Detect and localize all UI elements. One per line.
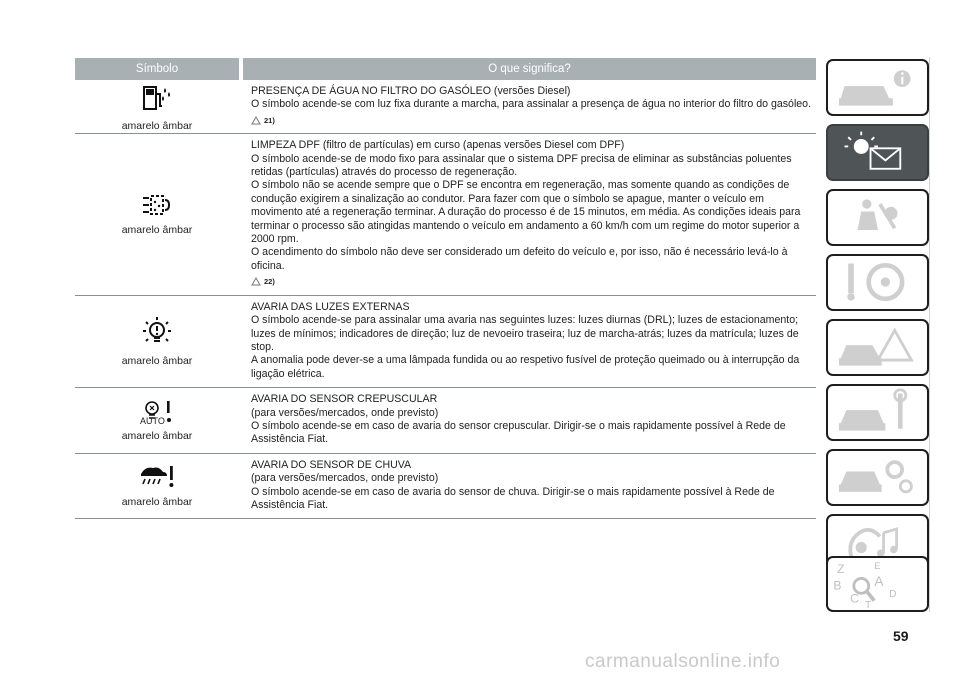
desc-text: (para versões/mercados, onde previsto): [251, 406, 439, 419]
tab-car-info[interactable]: [826, 59, 929, 116]
desc-title: AVARIA DO SENSOR CREPUSCULAR: [251, 393, 438, 406]
index-letter: T: [864, 600, 872, 610]
desc-text: O símbolo acende-se para assinalar uma avaria nas seguintes luzes: luzes diurnas (DRL); luzes de estacionamento; luzes de mínimos; indicadores de direção; luz de nevoeiro traseira; luz de marcha-atrás; luzes da matrícula; luzes de stop.: [251, 314, 799, 353]
symbol-cell: [75, 134, 239, 294]
symbol-cell: [75, 80, 239, 133]
table-row: [75, 296, 816, 388]
auto-label: AUTO: [140, 415, 165, 426]
symbol-cell: [75, 388, 239, 453]
tab-maintenance[interactable]: [826, 384, 929, 441]
car-gears-icon: [828, 451, 927, 504]
desc-text: O símbolo não se acende sempre que o DPF se encontra em regeneração, mas somente quando as condições de condução exigirem a sinalização ao condutor. Para fazer com que o símbolo se apague, manter o veículo em movimento até a regeneração terminar. A duração do processo é de 15 minutos, em média. As condições ideais para terminar o processo são atingidas mantendo o veículo em andamento a 60 km/h com um regime do motor superior a 2000 rpm.: [251, 179, 801, 246]
tab-index[interactable]: [826, 556, 929, 612]
index-letter: B: [833, 578, 842, 593]
desc-text: A anomalia pode dever-se a uma lâmpada fundida ou ao respetivo fusível de proteção queimado ou à interrupção da ligação elétrica.: [251, 354, 800, 380]
note-icon: [251, 116, 261, 125]
desc-title: AVARIA DAS LUZES EXTERNAS: [251, 300, 410, 313]
note-ref: [251, 275, 816, 288]
color-label: amarelo âmbar: [121, 355, 193, 368]
index-letter: Z: [837, 561, 845, 576]
water-in-diesel-icon: [139, 82, 175, 117]
table-row: [75, 388, 816, 454]
table-row: [75, 454, 816, 520]
desc-text: O símbolo acende-se com luz fixa durante a marcha, para assinalar a presença de água no interior do filtro do gasóleo.: [251, 98, 812, 111]
index-letter: A: [874, 572, 884, 589]
symbol-cell: [75, 296, 239, 387]
car-wrench-icon: [828, 386, 927, 439]
color-label: amarelo âmbar: [121, 224, 193, 237]
twilight-sensor-failure-icon: [137, 399, 177, 427]
emergency-car-icon: [828, 321, 927, 374]
tab-emergency[interactable]: [826, 319, 929, 376]
color-label: amarelo âmbar: [121, 496, 193, 509]
desc-text: O símbolo acende-se em caso de avaria do sensor de chuva. Dirigir-se o mais rapidamente possível à Rede de Assistência Fiat.: [251, 485, 775, 511]
header-symbol: Símbolo: [135, 63, 179, 75]
index-letter: C: [850, 591, 859, 606]
note-ref: [251, 114, 816, 127]
exterior-lights-failure-icon: [140, 315, 174, 352]
desc-text: O acendimento do símbolo não deve ser considerado um defeito do veículo e, por isso, não é necessário levá-lo à oficina.: [251, 246, 788, 272]
meaning-cell: [239, 296, 816, 387]
desc-text: (para versões/mercados, onde previsto): [251, 472, 439, 485]
car-info-icon: [828, 61, 927, 114]
tab-technical-data[interactable]: [826, 449, 929, 506]
table-row: [75, 134, 816, 295]
color-label: amarelo âmbar: [121, 429, 193, 442]
index-letter: D: [889, 589, 897, 600]
tab-safety[interactable]: [826, 189, 929, 246]
index-letters-icon: [828, 558, 927, 610]
tab-start-drive[interactable]: [826, 254, 929, 311]
desc-text: O símbolo acende-se de modo fixo para assinalar que o sistema DPF precisa de eliminar as substâncias poluentes retidas (partículas) através do processo de regeneração.: [251, 152, 792, 179]
safety-airbag-icon: [828, 191, 927, 244]
symbol-cell: [75, 454, 239, 519]
desc-title: AVARIA DO SENSOR DE CHUVA: [251, 458, 412, 471]
dpf-icon: [139, 192, 175, 221]
meaning-cell: [239, 134, 816, 294]
steering-wheel-key-icon: [828, 256, 927, 309]
note-icon: [251, 277, 261, 286]
desc-title: PRESENÇA DE ÁGUA NO FILTRO DO GASÓLEO (versões Diesel): [251, 85, 571, 97]
page-number: 59: [893, 628, 909, 644]
meaning-cell: [239, 454, 816, 519]
warning-light-message-icon: [828, 126, 927, 179]
note-number: 22): [264, 277, 275, 287]
note-number: 21): [264, 115, 275, 125]
meaning-cell: [239, 80, 816, 133]
desc-title: LIMPEZA DPF (filtro de partículas) em curso (apenas versões Diesel com DPF): [251, 139, 625, 152]
tab-warning-lights[interactable]: [826, 124, 929, 181]
color-label: amarelo âmbar: [121, 119, 193, 132]
desc-text: O símbolo acende-se em caso de avaria do sensor crepuscular. Dirigir-se o mais rapidamente possível à Rede de Assistência Fiat.: [251, 419, 786, 446]
rain-sensor-failure-icon: [137, 464, 177, 493]
header-meaning: O que significa?: [488, 63, 571, 75]
table-row: [75, 80, 816, 134]
table-header: [75, 58, 816, 80]
index-letter: E: [874, 561, 881, 572]
watermark: carmanualsonline.info: [585, 651, 781, 672]
meaning-cell: [239, 388, 816, 453]
warning-lights-table: [75, 58, 816, 519]
